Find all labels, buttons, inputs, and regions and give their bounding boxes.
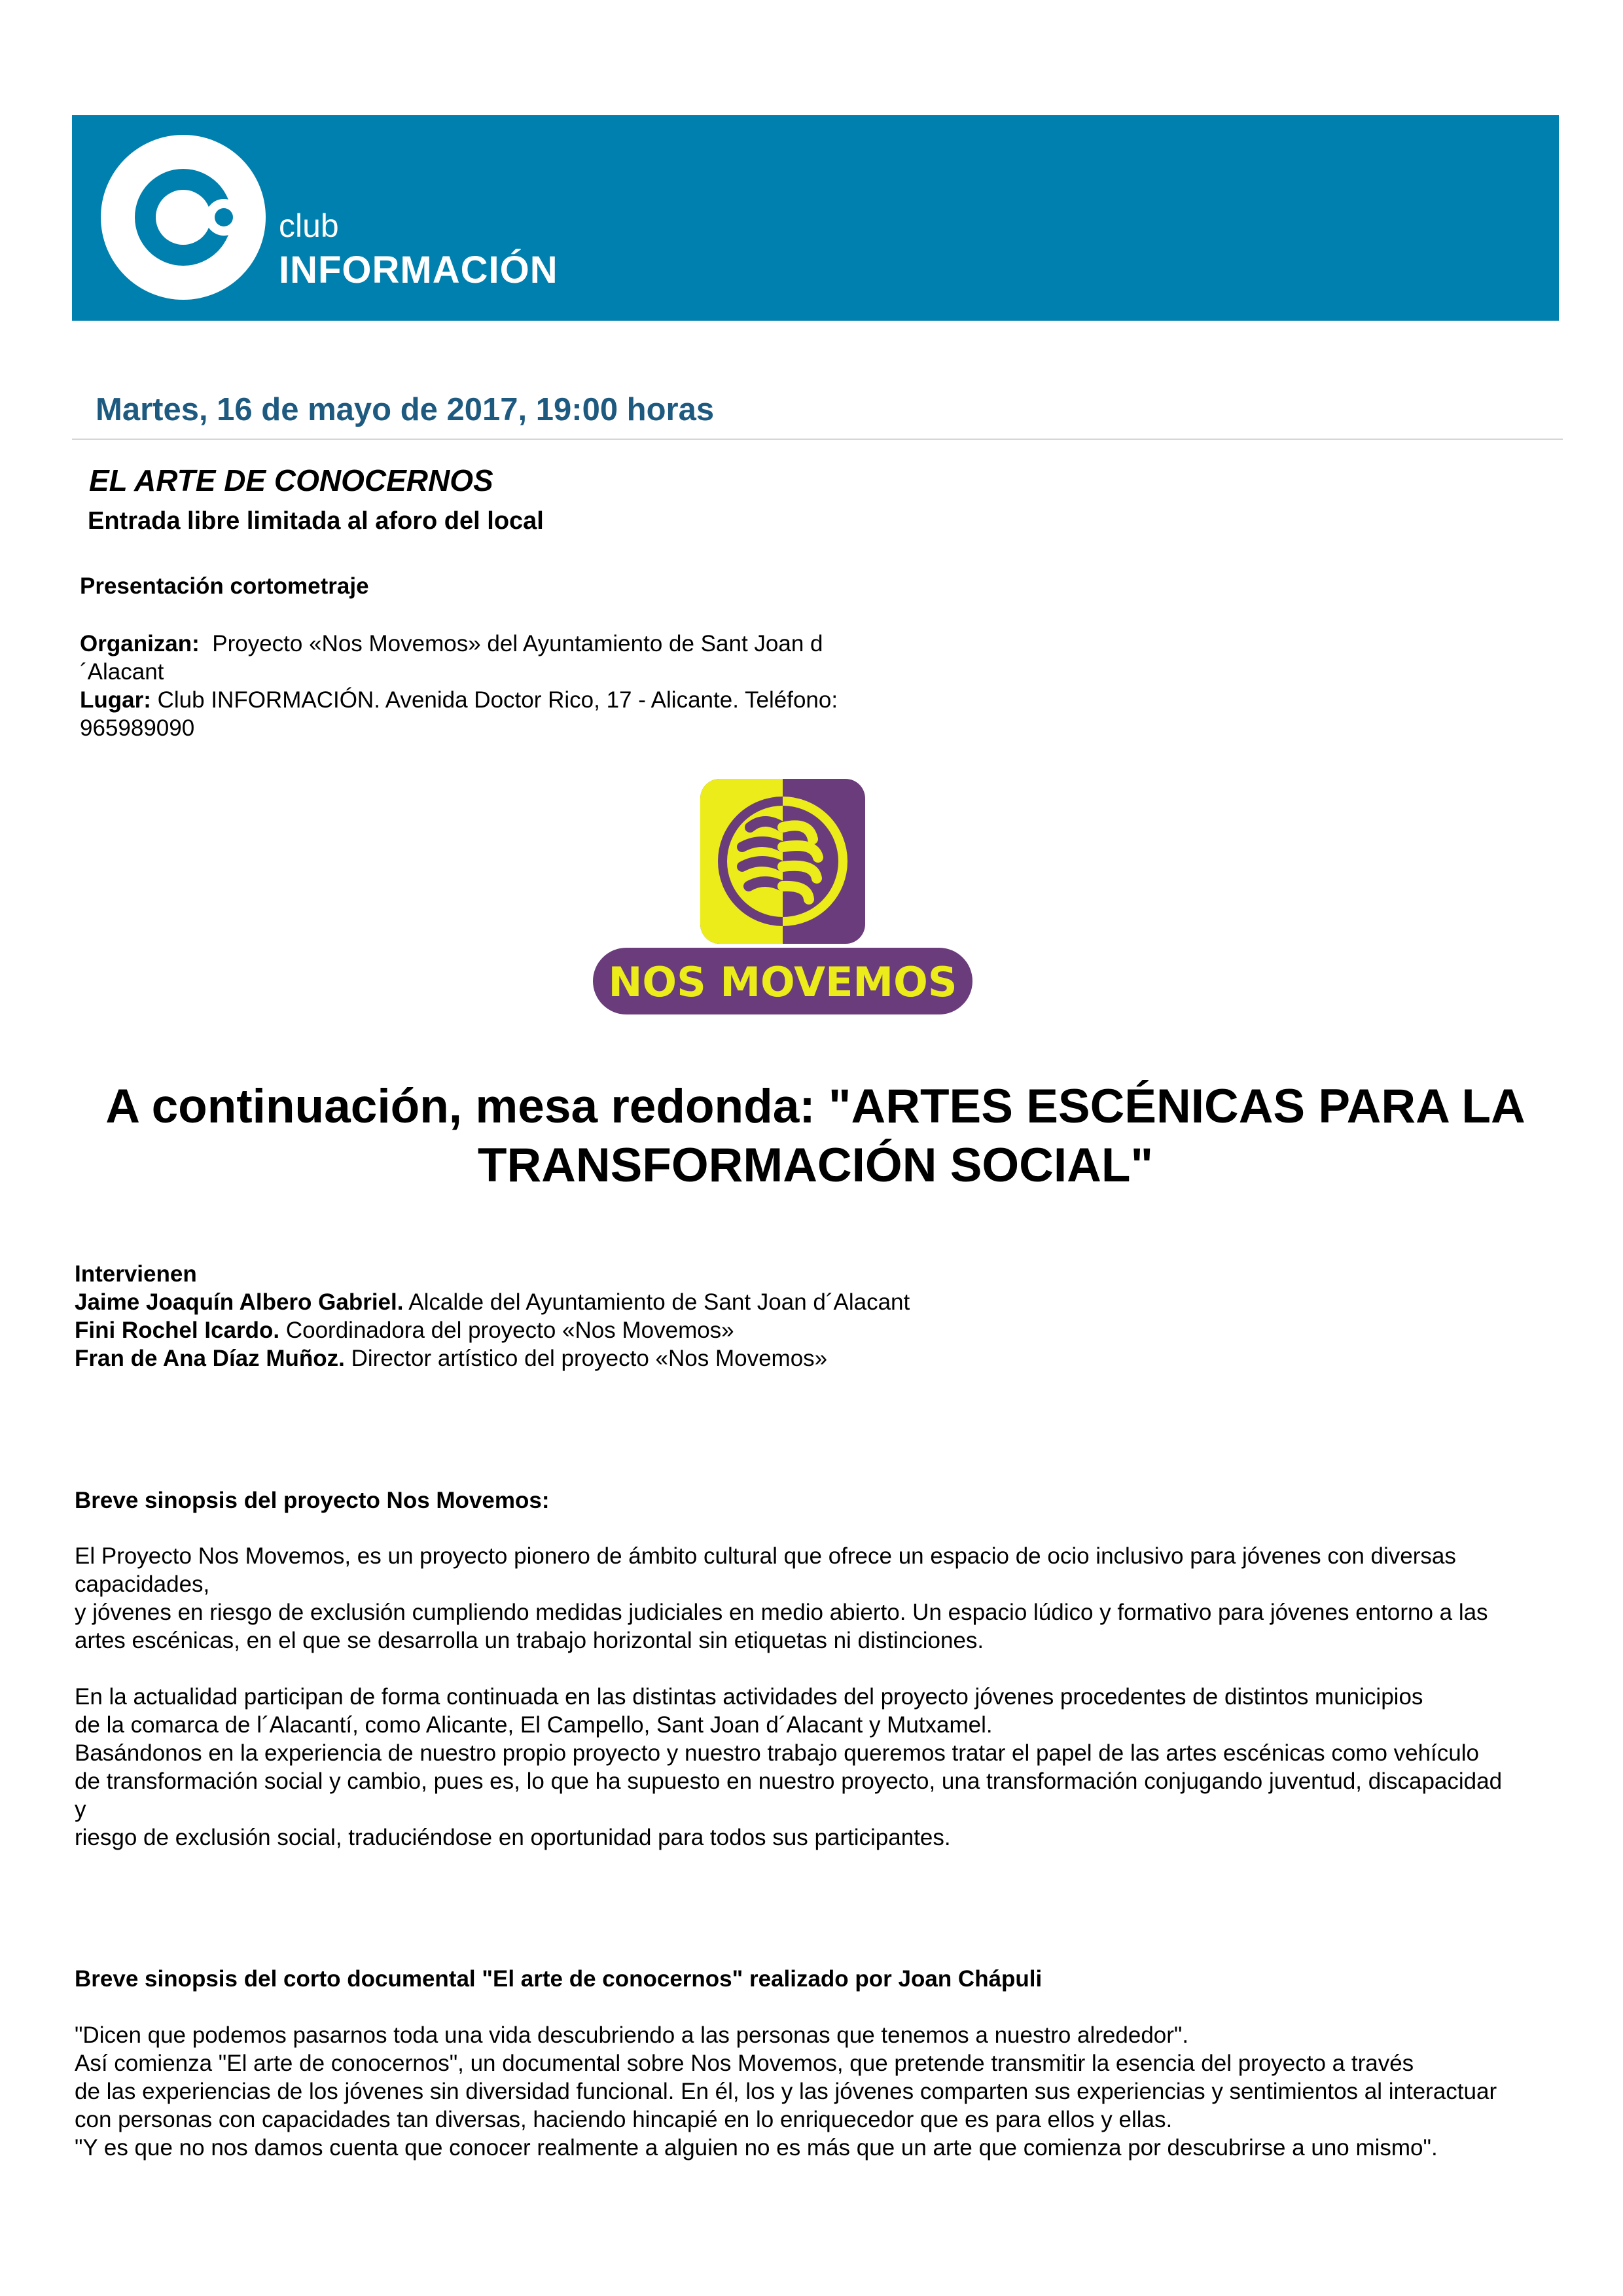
club-informacion-logo-icon — [96, 130, 271, 305]
paragraph-line: Así comienza "El arte de conocernos", un documental sobre Nos Movemos, que pretende transmitir la esencia del proyecto a través — [75, 2051, 1414, 2076]
project-paragraph-2 — [75, 1683, 1560, 1852]
speakers-heading — [75, 1260, 1560, 1288]
speaker-name: Fran de Ana Díaz Muñoz. — [75, 1346, 345, 1371]
speaker-role: Director artístico del proyecto «Nos Movemos» — [351, 1346, 828, 1371]
event-date: Martes, 16 de mayo de 2017, 19:00 horas — [96, 392, 715, 427]
short-synopsis-heading — [75, 1965, 1560, 1993]
paragraph-line: con personas con capacidades tan diversas, haciendo hincapié en lo enriquecedor que es para ellos y ellas. — [75, 2107, 1173, 2132]
paragraph-line: artes escénicas, en el que se desarrolla un trabajo horizontal sin etiquetas ni distinciones. — [75, 1628, 984, 1653]
lugar-value-line2: 965989090 — [80, 715, 195, 741]
lugar-value-line1: Club INFORMACIÓN. Avenida Doctor Rico, 17 - Alicante. Teléfono: — [157, 687, 838, 713]
organizan-label: Organizan: — [80, 631, 200, 656]
header-banner — [72, 115, 1559, 321]
speakers-heading-text: Intervienen — [75, 1261, 197, 1287]
short-synopsis-paragraph — [75, 2021, 1560, 2162]
organizan-row — [80, 630, 878, 658]
speaker-name: Jaime Joaquín Albero Gabriel. — [75, 1289, 404, 1315]
paragraph-line: y — [75, 1797, 86, 1822]
paragraph-line: El Proyecto Nos Movemos, es un proyecto pionero de ámbito cultural que ofrece un espacio de ocio inclusivo para jóvenes con diversas — [75, 1543, 1456, 1569]
speaker-row — [75, 1344, 1560, 1372]
lugar-label: Lugar: — [80, 687, 151, 713]
entrance-note: Entrada libre limitada al aforo del local — [88, 507, 544, 535]
project-synopsis-heading-text: Breve sinopsis del proyecto Nos Movemos: — [75, 1488, 550, 1513]
short-synopsis-heading-text: Breve sinopsis del corto documental "El arte de conocernos" realizado por Joan Chápuli — [75, 1966, 1043, 1992]
round-table-line2: TRANSFORMACIÓN SOCIAL" — [477, 1139, 1154, 1192]
paragraph-line: y jóvenes en riesgo de exclusión cumpliendo medidas judiciales en medio abierto. Un espacio lúdico y formativo para jóvenes entorno a las — [75, 1600, 1488, 1625]
speaker-role: Coordinadora del proyecto «Nos Movemos» — [285, 1318, 734, 1343]
logo-text: NOS MOVEMOS — [608, 958, 957, 1006]
speakers-section — [75, 1260, 1560, 1372]
project-paragraph-1 — [75, 1542, 1560, 1655]
brand-name: INFORMACIÓN — [279, 249, 558, 291]
project-synopsis-heading — [75, 1486, 1560, 1515]
speaker-row — [75, 1288, 1560, 1316]
paragraph-line: En la actualidad participan de forma continuada en las distintas actividades del proyecto jóvenes procedentes de distintos municipios — [75, 1684, 1423, 1710]
speaker-name: Fini Rochel Icardo. — [75, 1318, 280, 1343]
speaker-role: Alcalde del Ayuntamiento de Sant Joan d´Alacant — [408, 1289, 910, 1315]
event-type: Presentación cortometraje — [80, 573, 369, 599]
speaker-row — [75, 1316, 1560, 1344]
nos-movemos-logo — [593, 779, 972, 1021]
organizan-value-line1: Proyecto «Nos Movemos» del Ayuntamiento de Sant Joan d — [212, 631, 823, 656]
paragraph-line: de la comarca de l´Alacantí, como Alicante, El Campello, Sant Joan d´Alacant y Mutxamel. — [75, 1712, 993, 1738]
round-table-line1: A continuación, mesa redonda: "ARTES ESCÉNICAS PARA LA — [105, 1080, 1525, 1133]
paragraph-line: "Dicen que podemos pasarnos toda una vida descubriendo a las personas que tenemos a nuestro alrededor". — [75, 2022, 1189, 2048]
paragraph-line: de transformación social y cambio, pues es, lo que ha supuesto en nuestro proyecto, una transformación conjugando juventud, discapacidad — [75, 1768, 1503, 1794]
paragraph-line: riesgo de exclusión social, traduciéndose en oportunidad para todos sus participantes. — [75, 1825, 951, 1850]
organizan-value-line2: ´Alacant — [80, 659, 164, 685]
paragraph-line: "Y es que no nos damos cuenta que conocer realmente a alguien no es más que un arte que comienza por descubrirse a uno mismo". — [75, 2135, 1438, 2161]
event-info — [80, 630, 878, 742]
round-table-heading — [72, 1077, 1559, 1195]
paragraph-line: capacidades, — [75, 1571, 210, 1597]
paragraph-line: Basándonos en la experiencia de nuestro propio proyecto y nuestro trabajo queremos tratar el papel de las artes escénicas como vehículo — [75, 1740, 1479, 1766]
paragraph-line: de las experiencias de los jóvenes sin diversidad funcional. En él, los y las jóvenes comparten sus experiencias y sentimientos al interactuar — [75, 2079, 1497, 2104]
brand-club: club — [279, 207, 339, 244]
lugar-row — [80, 686, 878, 714]
event-title: EL ARTE DE CONOCERNOS — [89, 463, 493, 497]
divider — [72, 439, 1563, 440]
